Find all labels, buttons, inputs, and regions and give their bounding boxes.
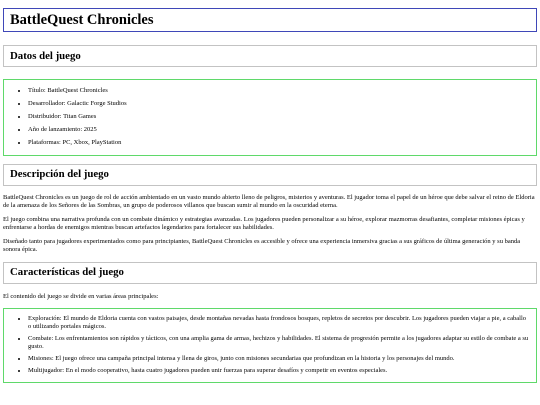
features-list: [3, 308, 537, 383]
section-heading-descripcion: Descripción del juego: [10, 168, 109, 181]
page-title: BattleQuest Chronicles: [10, 11, 154, 28]
list-item: • Desarrollador: Galactic Forge Studios: [28, 100, 530, 108]
description-paragraph: BattleQuest Chronicles es un juego de rol de acción ambientado en un vasto mundo abierto lleno de peligros, misterios y aventuras. El jugador toma el papel de un héroe que debe salvar el reino de Eldoria de la amenaza de los Señores de las Sombras, un grupo de poderosos villanos que buscan sumir al mundo en la oscuridad eterna.: [3, 193, 535, 209]
list-item: • Multijugador: En el modo cooperativo, hasta cuatro jugadores pueden unir fuerzas para superar desafíos y competir en eventos especiales.: [28, 367, 530, 375]
list-item: • Exploración: El mundo de Eldoria cuenta con vastos paisajes, desde montañas nevadas hasta frondosos bosques, repletos de secretos por descubrir. Los jugadores pueden viajar a pie, a caballo o utilizando portales mágicos.: [28, 315, 530, 331]
description-paragraph: El juego combina una narrativa profunda con un combate dinámico y estrategias avanzadas. Los jugadores pueden personalizar a su héroe, explorar mazmorras desafiantes, completar misiones épicas y enfrentarse a hordas de enemigos mientras buscan artefactos legendarios para fortalecer sus habilidades.: [3, 215, 525, 231]
page: [3, 8, 537, 383]
game-data-list: [3, 79, 537, 156]
section-header-datos: [3, 45, 537, 67]
section-header-descripcion: [3, 164, 537, 186]
section-heading-datos: Datos del juego: [10, 49, 81, 62]
list-item: • Misiones: El juego ofrece una campaña principal intensa y llena de giros, junto con misiones secundarias que profundizan en la historia y los personajes del mundo.: [28, 355, 530, 363]
list-item: • Distribuidor: Titan Games: [28, 113, 530, 121]
list-item: • Título: BattleQuest Chronicles: [28, 87, 530, 95]
list-item: • Combate: Los enfrentamientos son rápidos y tácticos, con una amplia gama de armas, hechizos y habilidades. El sistema de progresión permite a los jugadores adaptar su estilo de combate a su gusto.: [28, 335, 530, 351]
description-paragraph: Diseñado tanto para jugadores experimentados como para principiantes, BattleQuest Chronicles es accesible y ofrece una experiencia inmersiva gracias a sus gráficos de última generación y su banda sonora épica.: [3, 237, 521, 253]
features-intro: El contenido del juego se divide en varias áreas principales:: [3, 292, 159, 300]
section-header-caracteristicas: [3, 262, 537, 284]
section-heading-caracteristicas: Características del juego: [10, 266, 124, 279]
list-item: • Plataformas: PC, Xbox, PlayStation: [28, 139, 530, 147]
list-item: • Año de lanzamiento: 2025: [28, 126, 530, 134]
page-title-box: [3, 8, 537, 32]
